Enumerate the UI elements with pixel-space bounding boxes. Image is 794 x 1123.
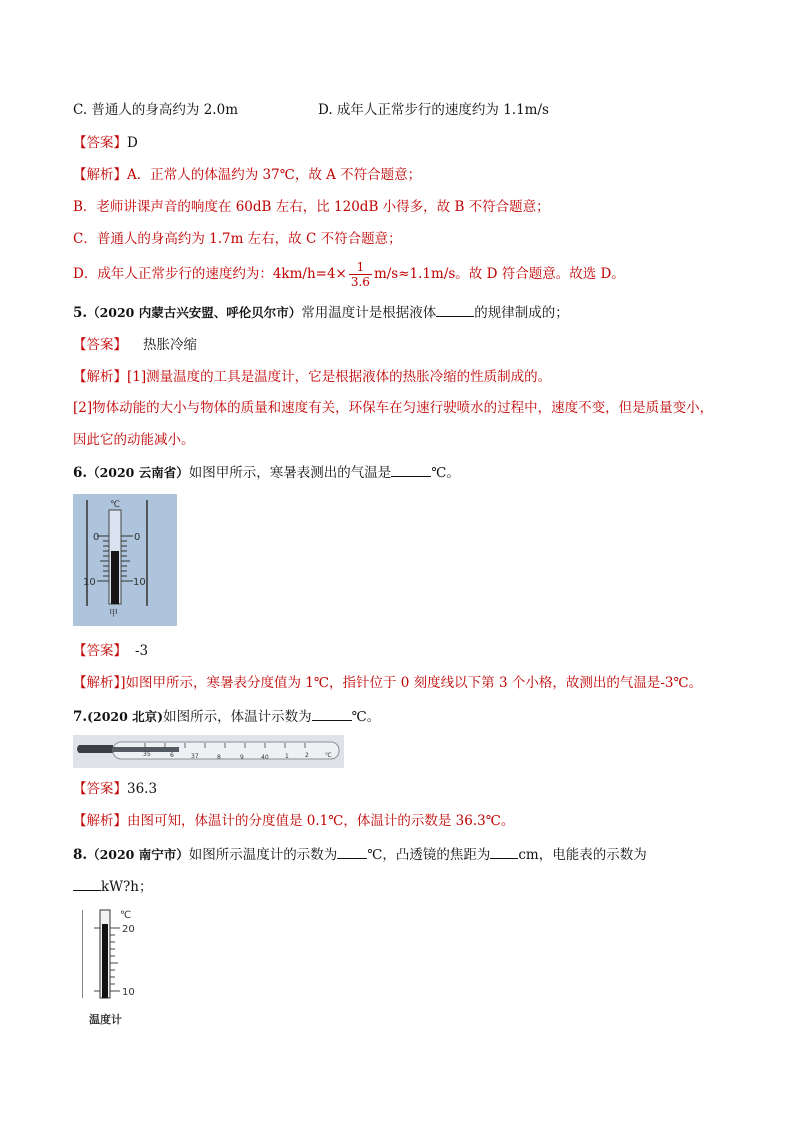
q5-analysis-2: [2]物体动能的大小与物体的质量和速度有关，环保车在匀速行驶喷水的过程中，速度不变，但是质量变小， — [73, 400, 714, 416]
fig-unit: ℃ — [110, 500, 121, 510]
q4-analysis-d: D．成年人正常步行的速度约为：4km/h=4× $\frac{1}{3.6}$ m/s≈1.1m/s。故 D 符合题意。故选 D。 — [73, 260, 625, 289]
fig-label-1: 1 — [285, 753, 289, 760]
q5-stem: 5.（2020 内蒙古兴安盟、呼伦贝尔市）常用温度计是根据液体 的规律制成的； — [73, 302, 569, 323]
fig-label-unit: ℃ — [325, 752, 332, 759]
q4-answer: 【答案】D — [73, 135, 138, 151]
q5-analysis-3: 因此它的动能减小。 — [73, 432, 195, 448]
fig-label-8: 8 — [217, 754, 221, 761]
q7-analysis: 【解析】由图可知，体温计的分度值是 0.1℃，体温计的示数是 36.3℃。 — [73, 813, 515, 829]
clinical-thermometer-figure — [73, 735, 344, 768]
fig-tick-10-left: 10 — [83, 577, 96, 588]
fig-label-40: 40 — [261, 754, 269, 761]
fig-label-9: 9 — [240, 754, 244, 761]
fig-label-2: 2 — [305, 752, 309, 759]
fraction: $\frac{1}{3.6}$ — [350, 260, 370, 289]
q4-analysis-b: B．老师讲课声音的响度在 60dB 左右，比 120dB 小得多，故 B 不符合题意； — [73, 199, 550, 215]
q8-stem-line2: kW?h； — [73, 876, 153, 897]
q5-answer: 【答案】 热胀冷缩 — [73, 337, 197, 353]
q7-stem: 7.(2020 北京)如图所示，体温计示数为 ℃。 — [73, 706, 380, 727]
q7-answer: 【答案】36.3 — [73, 781, 158, 797]
q4-analysis-c: C．普通人的身高约为 1.7m 左右，故 C 不符合题意； — [73, 231, 402, 247]
q6-stem: 6.（2020 云南省）如图甲所示，寒暑表测出的气温是 ℃。 — [73, 462, 460, 483]
q4-analysis-a: 【解析】A．正常人的体温约为 37℃，故 A 不符合题意； — [73, 167, 422, 183]
fig-tick-10-right: 10 — [133, 577, 146, 588]
fig-tick-10: 10 — [122, 987, 135, 998]
fig-tick-20: 20 — [122, 924, 135, 935]
q8-stem-line1: 8.（2020 南宁市）如图所示温度计的示数为 ℃，凸透镜的焦距为 cm，电能表的示数为 — [73, 844, 647, 865]
fig-label-35: 35 — [143, 751, 151, 758]
thermometer-figure-q8 — [82, 906, 152, 1031]
thermometer-figure-jia — [73, 494, 177, 626]
q4-option-c: C. 普通人的身高约为 2.0m — [73, 102, 238, 118]
fig-tick-0-left: 0 — [93, 532, 100, 543]
fig-unit: ℃ — [120, 910, 132, 921]
q6-analysis: 【解析】]如图甲所示，寒暑表分度值为 1℃，指针位于 0 刻度线以下第 3 个小格，故测出的气温是-3℃。 — [73, 675, 703, 691]
fig-label-6: 6 — [170, 752, 174, 759]
fig-caption-jia: 甲 — [109, 609, 119, 619]
fig-label-37: 37 — [191, 753, 199, 760]
fig-tick-0-right: 0 — [134, 532, 141, 543]
q5-analysis-1: 【解析】[1]测量温度的工具是温度计，它是根据液体的热胀冷缩的性质制成的。 — [73, 369, 552, 385]
fig-caption: 温度计 — [89, 1013, 122, 1026]
q6-answer: 【答案】 -3 — [73, 643, 149, 659]
q4-option-d: D. 成年人正常步行的速度约为 1.1m/s — [318, 102, 549, 118]
